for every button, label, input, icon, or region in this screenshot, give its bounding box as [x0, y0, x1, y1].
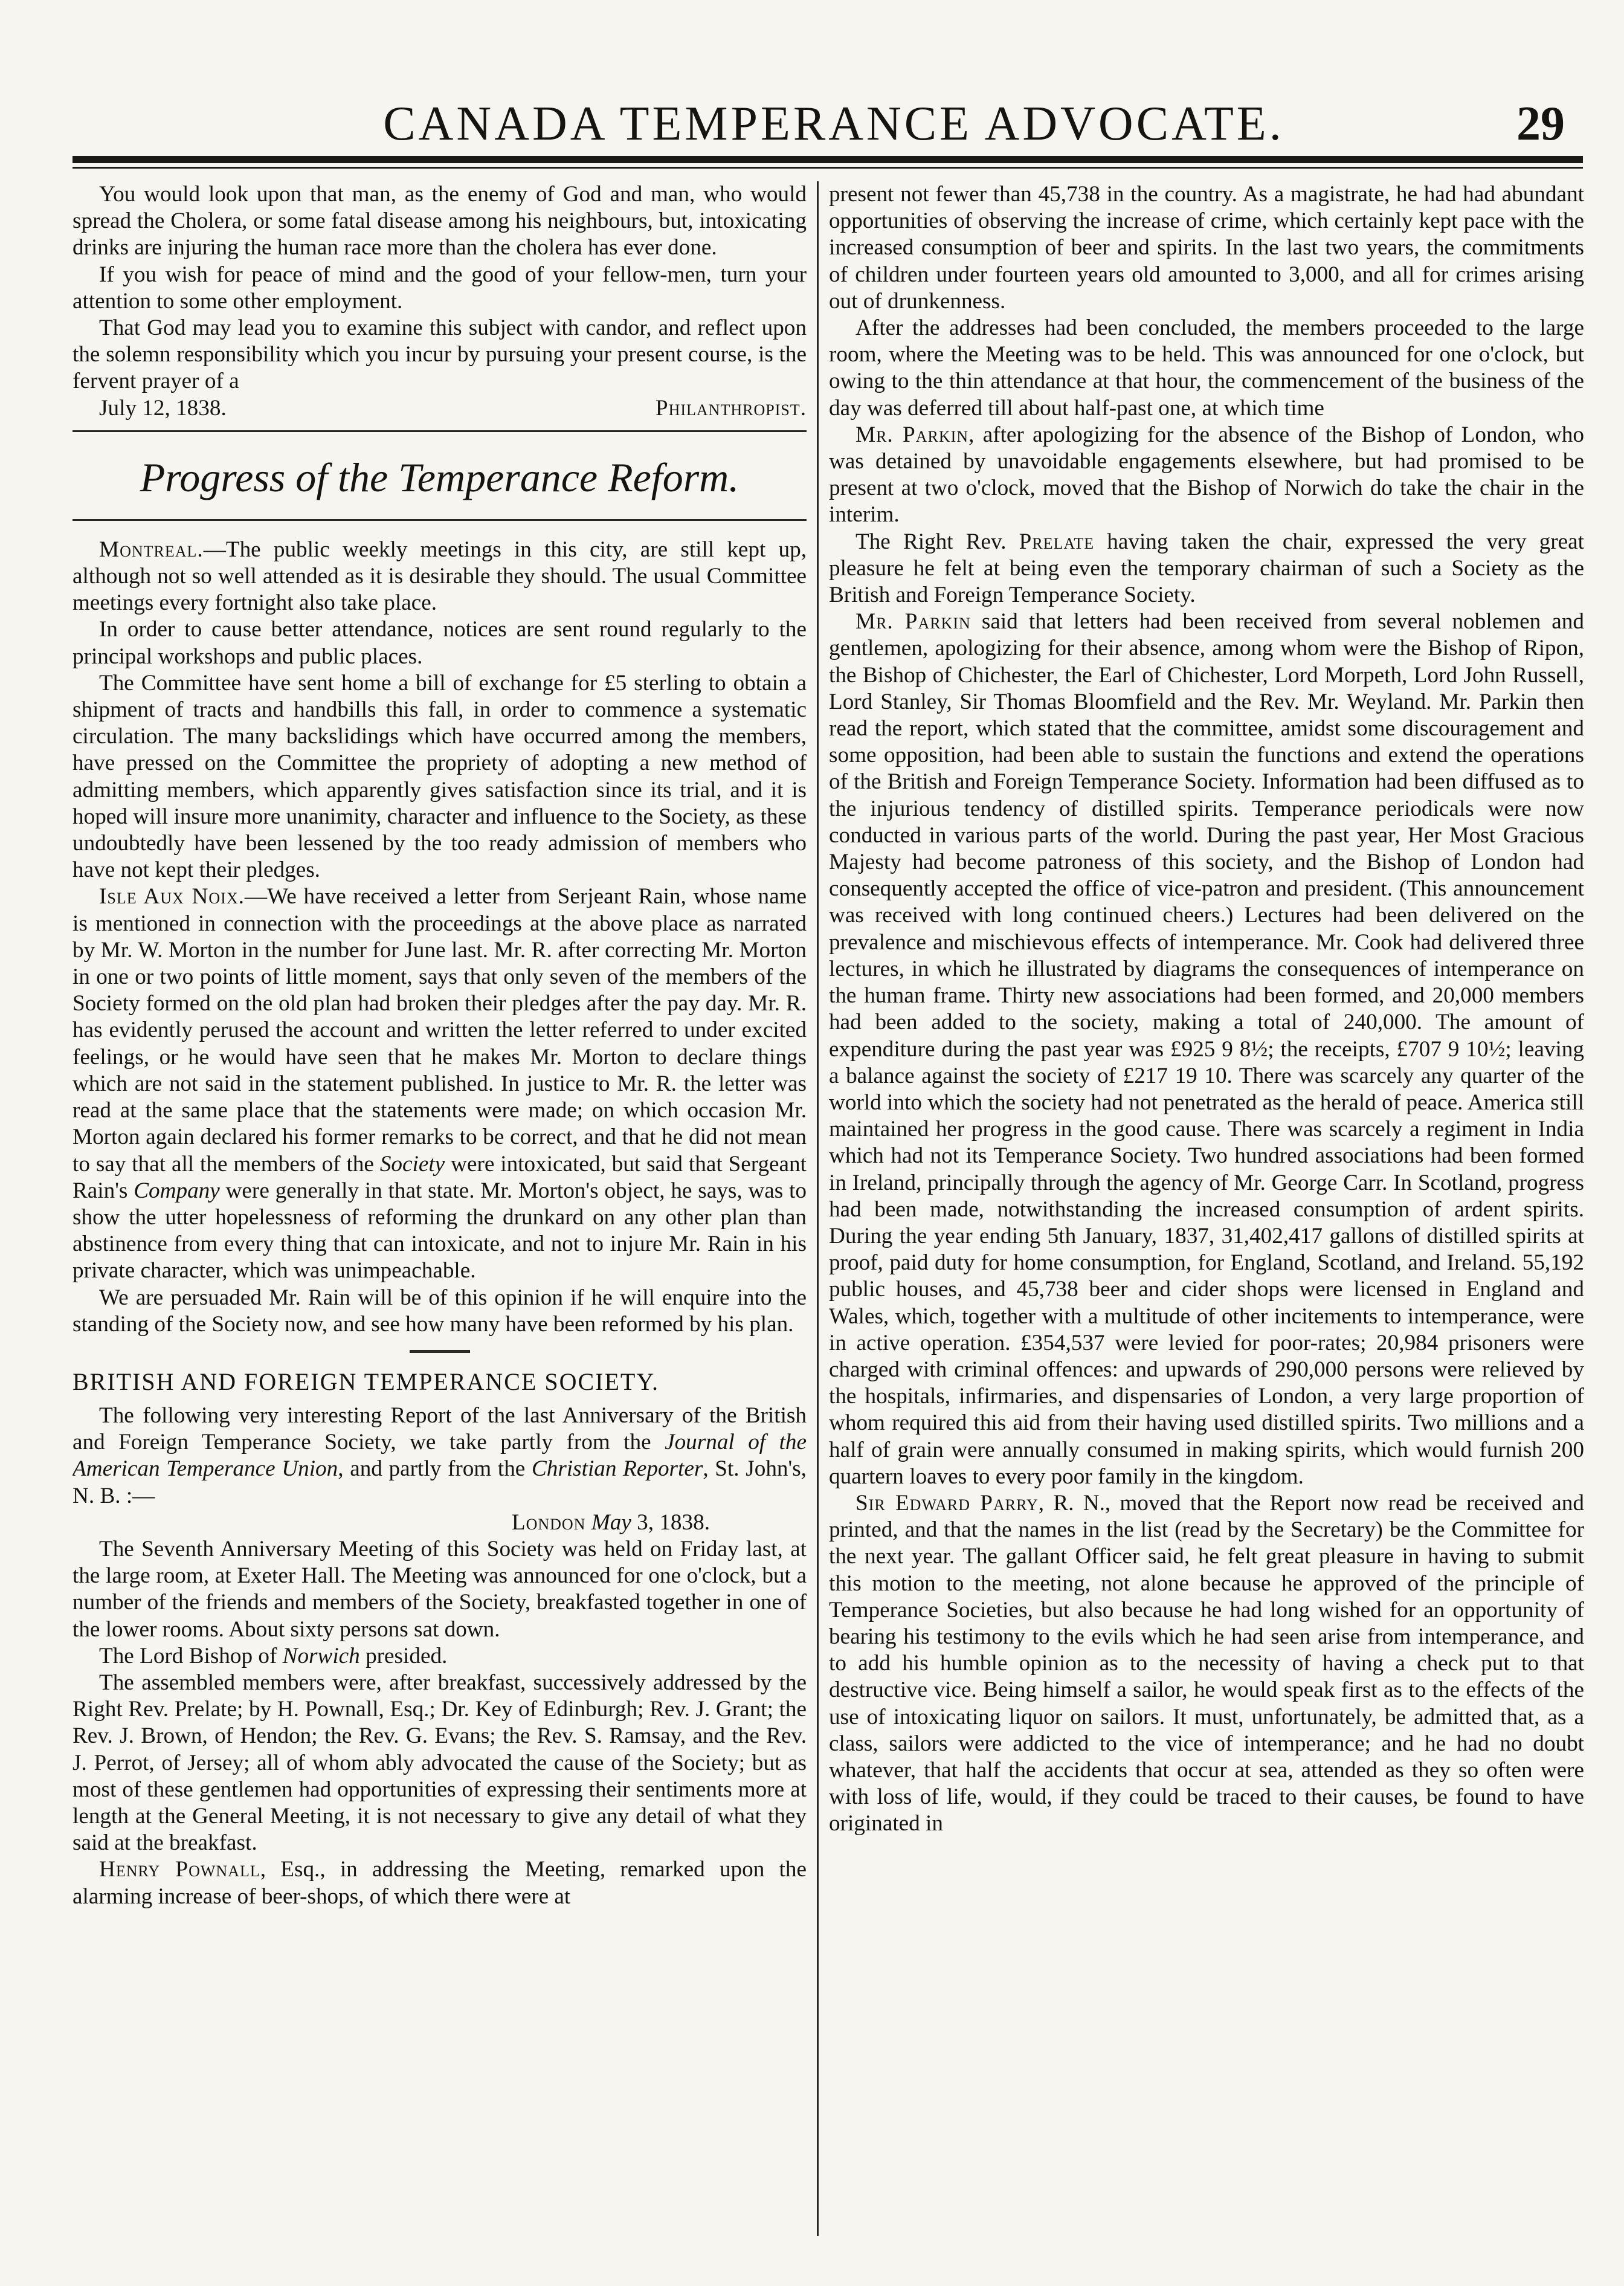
- place-lead: Montreal.: [99, 537, 204, 562]
- article-paragraph: Mr. Parkin, after apologizing for the absence of the Bishop of London, who was detained by unavoidable engagements elsewhere, but had promised to be present at two o'clock, moved that the Bishop of Norwich do take the chair in the interim.: [829, 422, 1584, 528]
- article-paragraph: Isle Aux Noix.—We have received a letter from Serjeant Rain, whose name is mentioned in connection with the proceedings at the above place as narrated by Mr. W. Morton in the number for June last. Mr. R. after correcting Mr. Morton in one or two points of little moment, says that only seven of the members of the Society formed on the old plan had broken their pledges after the pay day. Mr. R. has evidently perused the account and written the letter referred to under excited feelings, or he would have seen that he makes Mr. Morton to declare things which are not said in the statement published. In justice to Mr. R. the letter was read at the same place that the statements were made; on which occasion Mr. Morton again declared his former remarks to be correct, and that he did not mean to say that all the members of the Society were intoxicated, but said that Sergeant Rain's Company were generally in that state. Mr. Morton's object, he says, was to show the utter hopelessness of reforming the drunkard on any other plan than abstinence from every thing that can intoxicate, and not to injure Mr. Rain in his private character, which was unimpeachable.: [72, 884, 807, 1283]
- page-number: 29: [1516, 97, 1565, 150]
- letter-paragraph: If you wish for peace of mind and the good of your fellow-men, turn your attention to some other employment.: [72, 262, 807, 314]
- right-column: [829, 181, 1584, 2248]
- article-paragraph: The Seventh Anniversary Meeting of this Society was held on Friday last, at the large room, at Exeter Hall. The Meeting was announced for one o'clock, but a number of the friends and members of the Society, breakfasted together in one of the lower rooms. About sixty persons sat down.: [72, 1536, 807, 1642]
- place-lead: Isle Aux Noix.: [99, 884, 245, 909]
- article-paragraph: Mr. Parkin said that letters had been received from several noblemen and gentlemen, apologizing for their absence, among whom were the Bishop of Ripon, the Bishop of Chichester, the Earl of Chichester, Lord Morpeth, Lord John Russell, Lord Stanley, Sir Thomas Bloomfield and the Rev. Mr. Weyland. Mr. Parkin then read the report, which stated that the committee, amidst some discouragement and some opposition, had been able to sustain the functions and extend the operations of the British and Foreign Temperance Society. Information had been diffused as to the injurious tendency of distilled spirits. Temperance periodicals were now conducted in various parts of the world. During the past year, Her Most Gracious Majesty had become patroness of this society, and the Bishop of London had consequently accepted the office of vice-patron and president. (This announcement was received with long continued cheers.) Lectures had been delivered on the prevalence and mischievous effects of intemperance. Mr. Cook had delivered three lectures, in which he illustrated by diagrams the consequences of intemperance on the human frame. Thirty new associations had been formed, and 20,000 members had been added to the society, making a total of 240,000. The amount of expenditure during the past year was £925 9 8½; the receipts, £707 9 10½; leaving a balance against the society of £217 19 10. There was scarcely any quarter of the world into which the society had not penetrated as the herald of peace. America still maintained her progress in the good cause. There was scarcely a regiment in India which had not its Temperance Society. Two hundred associations had been formed in Ireland, principally through the agency of Mr. George Carr. In Scotland, progress had been made, notwithstanding the increased consumption of ardent spirits. During the year ending 5th January, 1837, 31,402,417 gallons of distilled spirits at proof, paid duty for home consumption, for England, Scotland, and Ireland. 55,192 public houses, and 45,738 beer and cider shops were licensed in England and Wales, which, together with a multitude of other incitements to intemperance, were in active operation. £354,537 were levied for poor-rates; 20,984 prisoners were charged with criminal offences: and upwards of 290,000 persons were relieved by the hospitals, infirmaries, and dispensaries of London, a very large proportion of whom required this aid from their having used distilled spirits. Two millions and a half of grain were annually consumed in making spirits, which would furnish 200 quartern loaves to every poor family in the kingdom.: [829, 609, 1584, 1489]
- article-paragraph: In order to cause better attendance, notices are sent round regularly to the principal workshops and public places.: [72, 617, 807, 669]
- speaker-lead: Sir Edward Parry: [856, 1490, 1039, 1516]
- letter-signature: Philanthropist.: [655, 395, 807, 421]
- article-paragraph: The Right Rev. Prelate having taken the chair, expressed the very great pleasure he felt at being even the temporary chairman of such a Society as the British and Foreign Temperance Society.: [829, 529, 1584, 608]
- dateline: London May 3, 1838.: [511, 1509, 710, 1535]
- column-divider: [817, 181, 819, 2236]
- masthead: [91, 91, 1577, 157]
- section-title: Progress of the Temperance Reform.: [140, 454, 740, 500]
- article-paragraph: Sir Edward Parry, R. N., moved that the Report now read be received and printed, and that the names in the list (read by the Secretary) be the Committee for the next year. The gallant Officer said, he felt great pleasure in having to submit this motion to the meeting, not alone because he approved of the principle of Temperance Societies, but also because he had long wished for an opportunity of bearing his testimony to the evils which he had seen arise from intemperance, and to add his humble opinion as to the necessity of having a check put to that destructive vice. Being himself a sailor, he would speak first as to the effects of the use of intoxicating liquor on sailors. It must, unfortunately, be admitted that, as a class, sailors were addicted to the vice of intemperance; and he had no doubt whatever, that half the accidents that occur at sea, attended as they so often were with loss of life, would, if they could be traced to their causes, be found to have originated in: [829, 1490, 1584, 1836]
- speaker-lead: Mr. Parkin: [856, 609, 971, 634]
- article-paragraph: After the addresses had been concluded, the members proceeded to the large room, where the Meeting was to be held. This was announced for one o'clock, but owing to the thin attendance at that hour, the commencement of the business of the day was deferred till about half-past one, at which time: [829, 315, 1584, 421]
- article-heading: BRITISH AND FOREIGN TEMPERANCE SOCIETY.: [72, 1367, 660, 1395]
- article-paragraph: We are persuaded Mr. Rain will be of this opinion if he will enquire into the standing of the Society now, and see how many have been reformed by his plan.: [72, 1285, 807, 1337]
- masthead-rule: [72, 156, 1583, 163]
- article-paragraph: Henry Pownall, Esq., in addressing the Meeting, remarked upon the alarming increase of beer-shops, of which there were at: [72, 1857, 807, 1909]
- speaker-lead: Henry Pownall: [99, 1857, 260, 1882]
- letter-paragraph: You would look upon that man, as the enemy of God and man, who would spread the Cholera, or some fatal disease among his neighbours, but, intoxicating drinks are injuring the human race more than the cholera has ever done.: [72, 182, 807, 260]
- article-paragraph: present not fewer than 45,738 in the country. As a magistrate, he had had abundant opportunities of observing the increase of crime, which certainly kept pace with the increased consumption of beer and spirits. In the last two years, the commitments of children under fourteen years old amounted to 3,000, and all for crimes arising out of drunkenness.: [829, 182, 1584, 314]
- article-paragraph: The assembled members were, after breakfast, successively addressed by the Right Rev. Prelate; by H. Pownall, Esq.; Dr. Key of Edinburgh; Rev. J. Grant; the Rev. J. Brown, of Hendon; the Rev. G. Evans; the Rev. S. Ramsay, and the Rev. J. Perrot, of Jersey; all of whom ably advocated the cause of the Society; but as most of these gentlemen had opportunities of expressing their sentiments more at length at the General Meeting, it is not necessary to give any detail of what they said at the breakfast.: [72, 1670, 807, 1856]
- article-paragraph: Montreal.—The public weekly meetings in this city, are still kept up, although not so well attended as it is desirable they should. The usual Committee meetings every fortnight also take place.: [72, 537, 807, 616]
- letter-date: July 12, 1838.: [99, 395, 227, 421]
- letter-paragraph: That God may lead you to examine this subject with candor, and reflect upon the solemn responsibility which you incur by pursuing your present course, is the fervent prayer of a: [72, 315, 807, 394]
- divider: [72, 430, 807, 432]
- speaker-lead: Mr. Parkin: [856, 422, 969, 447]
- short-divider: [410, 1350, 470, 1353]
- article-paragraph: The Lord Bishop of Norwich presided.: [99, 1643, 448, 1668]
- masthead-rule-thin: [72, 167, 1583, 169]
- article-paragraph: The Committee have sent home a bill of exchange for £5 sterling to obtain a shipment of tracts and handbills this fall, in order to commence a systematic circulation. The many backslidings which have occurred among the members, have pressed on the Committee the propriety of adopting a new method of admitting members, which apparently gives satisfaction since its trial, and it is hoped will insure more unanimity, character and influence to the Society, as these undoubtedly have been lessened by the too ready admission of members who have not kept their pledges.: [72, 670, 807, 883]
- article-paragraph: The following very interesting Report of the last Anniversary of the British and Foreign Temperance Society, we take partly from the Journal of the American Temperance Union, and partly from the Christian Reporter, St. John's, N. B. :—: [72, 1403, 807, 1508]
- publication-title: CANADA TEMPERANCE ADVOCATE.: [383, 97, 1284, 150]
- divider: [72, 519, 807, 521]
- left-column: [72, 181, 807, 2248]
- letter-signoff: [72, 395, 807, 422]
